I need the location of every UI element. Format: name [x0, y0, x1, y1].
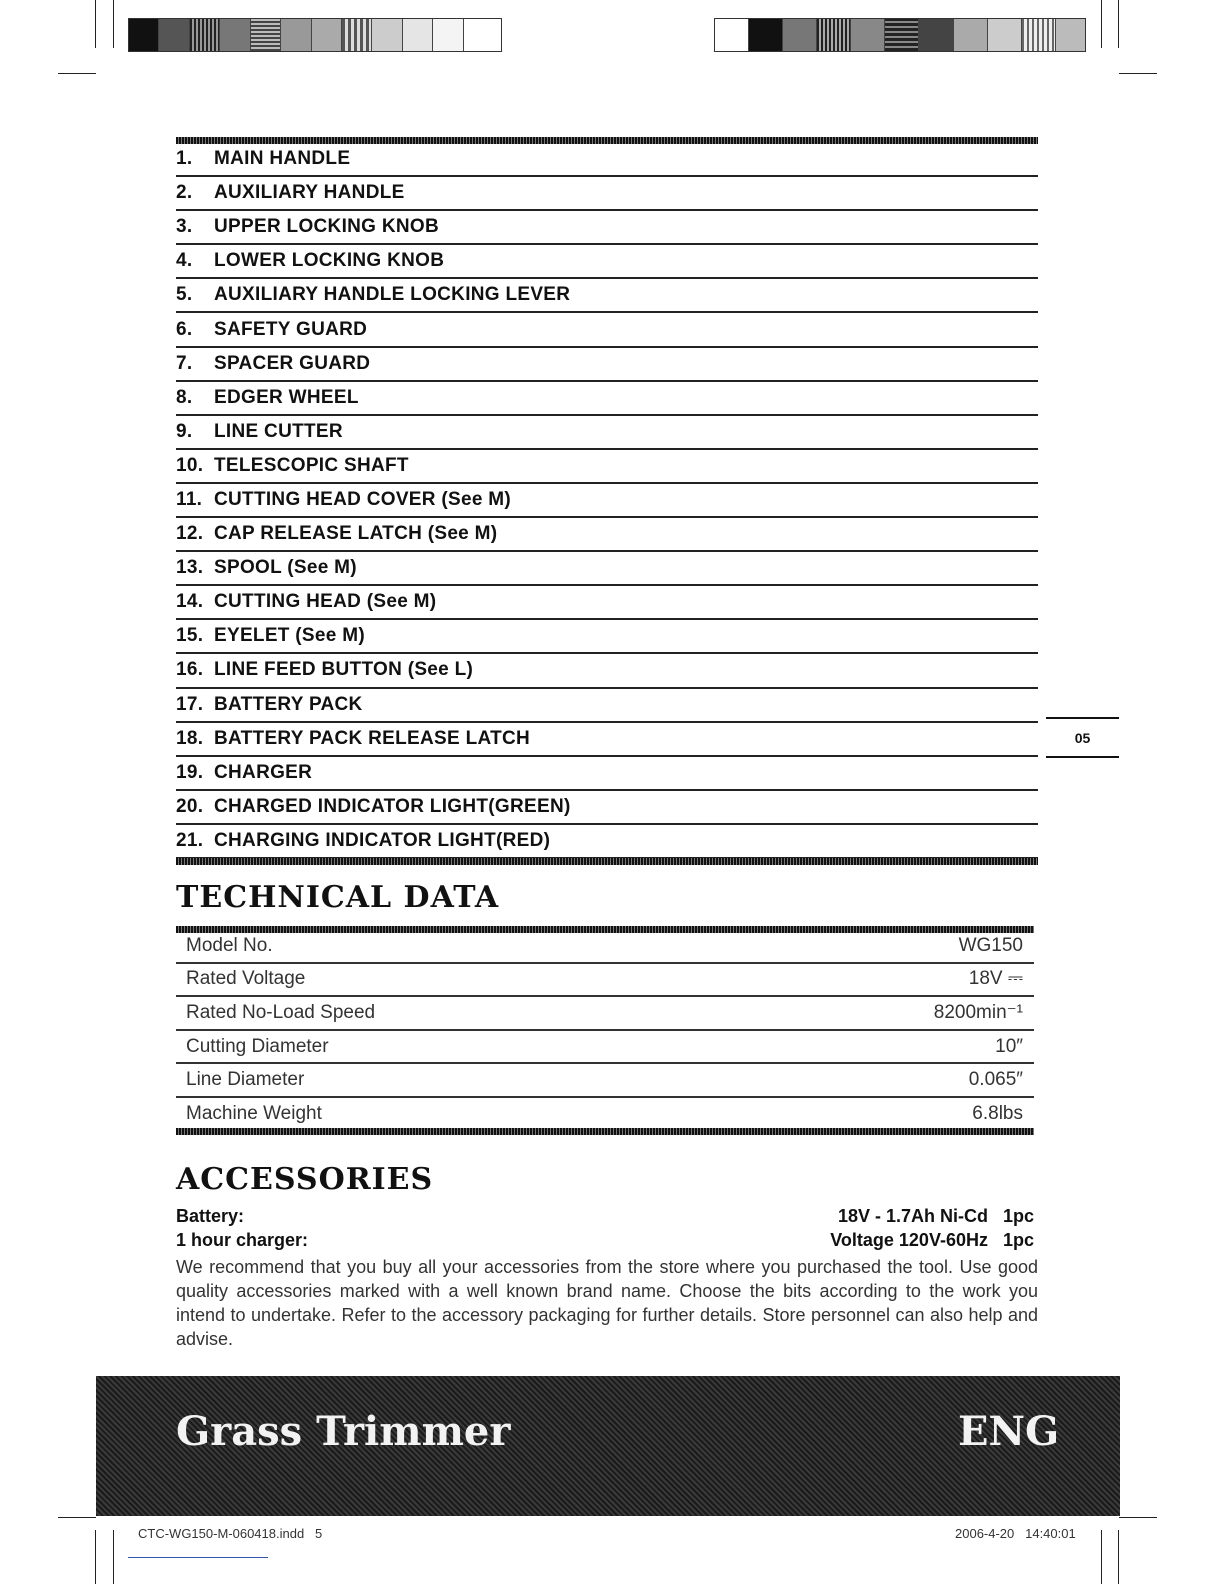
parts-list-item [176, 825, 1038, 859]
parts-list-item [176, 484, 1038, 518]
parts-list-item-number: 8. [176, 386, 193, 408]
parts-list-item [176, 382, 1038, 416]
parts-list-item-number: 21. [176, 829, 204, 851]
parts-list-item [176, 313, 1038, 347]
table-row [176, 1098, 1034, 1132]
spec-value: 18V ⎓ [968, 968, 1023, 990]
parts-list-item [176, 245, 1038, 279]
parts-list-item-number: 10. [176, 454, 204, 476]
parts-list-item-label: CHARGING INDICATOR LIGHT(RED) [214, 829, 551, 851]
parts-list-item [176, 791, 1038, 825]
crop-mark-bottom-left-h [58, 1517, 96, 1518]
crop-mark-bottom-right-v [1101, 1530, 1102, 1584]
accessories-title: ACCESSORIES [176, 1162, 434, 1197]
parts-list-item [176, 586, 1038, 620]
parts-list-item-number: 4. [176, 250, 193, 272]
parts-list-item [176, 279, 1038, 313]
accessory-charger-value: Voltage 120V-60Hz 1pc [830, 1230, 1034, 1250]
spec-value: 0.065″ [968, 1069, 1023, 1091]
file-name: CTC-WG150-M-060418.indd 5 [138, 1526, 323, 1541]
crop-mark-top-right-v2 [1118, 0, 1119, 48]
crop-mark-top-left-v2 [113, 0, 114, 48]
parts-list-item-label: UPPER LOCKING KNOB [214, 216, 439, 238]
crop-mark-top-left-v [95, 0, 96, 48]
parts-list-item-number: 1. [176, 148, 193, 170]
parts-list-item-label: AUXILIARY HANDLE [214, 182, 405, 204]
technical-data-table [176, 930, 1034, 1132]
crop-mark-bottom-right-v2 [1118, 1530, 1119, 1584]
spec-value: WG150 [958, 934, 1023, 956]
product-title: Grass Trimmer [176, 1408, 511, 1455]
parts-list-item-label: BATTERY PACK [214, 693, 363, 715]
calibration-bar-left [128, 18, 502, 52]
parts-list-item [176, 689, 1038, 723]
parts-list-item [176, 757, 1038, 791]
parts-list-item [176, 143, 1038, 177]
accessory-charger [176, 1230, 1034, 1251]
parts-list-item [176, 723, 1038, 757]
calibration-bar-right [714, 18, 1086, 52]
parts-list-item-label: SAFETY GUARD [214, 318, 368, 340]
accessory-battery [176, 1206, 1034, 1227]
table-row [176, 1031, 1034, 1065]
parts-list-item-number: 11. [176, 488, 203, 510]
parts-list-item-label: EDGER WHEEL [214, 386, 359, 408]
table-row [176, 930, 1034, 964]
parts-list-item-label: LINE CUTTER [214, 420, 343, 442]
parts-list-item-label: CHARGER [214, 761, 313, 783]
parts-list-item-number: 7. [176, 352, 193, 374]
parts-list-item-number: 15. [176, 625, 204, 647]
file-name-underline [128, 1557, 268, 1558]
parts-list-item-label: EYELET (See M) [214, 625, 365, 647]
parts-list-item-label: CHARGED INDICATOR LIGHT(GREEN) [214, 795, 571, 817]
parts-list-item-number: 18. [176, 727, 204, 749]
parts-list-item-number: 17. [176, 693, 204, 715]
spec-label: Cutting Diameter [186, 1035, 329, 1057]
spec-value: 8200min⁻¹ [933, 1002, 1023, 1024]
parts-list-item-number: 19. [176, 761, 204, 783]
parts-list-item [176, 518, 1038, 552]
table-row [176, 1064, 1034, 1098]
parts-list-item-number: 2. [176, 182, 193, 204]
parts-list-item-number: 3. [176, 216, 193, 238]
parts-list-item-number: 20. [176, 795, 204, 817]
spec-label: Rated Voltage [186, 968, 306, 990]
parts-list-item-label: LINE FEED BUTTON (See L) [214, 659, 474, 681]
parts-list-item [176, 620, 1038, 654]
crop-mark-top-right-h [1119, 73, 1157, 74]
crop-mark-bottom-right-h [1119, 1517, 1157, 1518]
accessory-battery-value: 18V - 1.7Ah Ni-Cd 1pc [837, 1206, 1034, 1226]
crop-mark-top-right-v [1101, 0, 1102, 48]
parts-list-item-number: 14. [176, 591, 204, 613]
accessories-paragraph: We recommend that you buy all your accessories from the store where you purchased the tool. Use good quality accessories marked with a well known brand name. Choose the bits according to the work you intend to undertake. Refer to the accessory packaging for further details. Store personnel can also help and advise. [176, 1257, 1038, 1349]
accessory-battery-label: Battery: [176, 1206, 245, 1226]
parts-list-item-number: 13. [176, 557, 204, 579]
parts-list-item-label: CAP RELEASE LATCH (See M) [214, 523, 498, 545]
print-timestamp: 2006-4-20 14:40:01 [955, 1526, 1076, 1541]
crop-mark-bottom-left-v [95, 1530, 96, 1584]
parts-list-item-label: MAIN HANDLE [214, 148, 351, 170]
parts-list-item-number: 16. [176, 659, 204, 681]
spec-label: Model No. [186, 934, 273, 956]
parts-list-item [176, 211, 1038, 245]
spec-label: Line Diameter [186, 1069, 305, 1091]
table-row [176, 964, 1034, 998]
page-number-tab [1046, 717, 1119, 758]
parts-list-item-label: CUTTING HEAD (See M) [214, 591, 437, 613]
parts-list-item-number: 6. [176, 318, 193, 340]
crop-mark-bottom-left-v2 [113, 1530, 114, 1584]
spec-value: 6.8lbs [972, 1102, 1023, 1124]
parts-list-item-number: 12. [176, 523, 204, 545]
parts-list-item-label: CUTTING HEAD COVER (See M) [214, 488, 512, 510]
page-number: 05 [1074, 729, 1091, 746]
parts-list-item-label: BATTERY PACK RELEASE LATCH [214, 727, 531, 749]
parts-list-item [176, 450, 1038, 484]
parts-list-item-number: 9. [176, 420, 193, 442]
parts-list-item-label: AUXILIARY HANDLE LOCKING LEVER [214, 284, 571, 306]
parts-list-item-label: LOWER LOCKING KNOB [214, 250, 445, 272]
technical-data-title: TECHNICAL DATA [176, 880, 500, 915]
parts-list-item [176, 654, 1038, 688]
crop-mark-top-left-h [58, 73, 96, 74]
parts-list-item [176, 416, 1038, 450]
parts-list-item-label: SPOOL (See M) [214, 557, 357, 579]
parts-list-item-label: SPACER GUARD [214, 352, 371, 374]
parts-list-item [176, 348, 1038, 382]
parts-list-item [176, 552, 1038, 586]
spec-label: Machine Weight [186, 1102, 322, 1124]
accessory-charger-label: 1 hour charger: [176, 1230, 309, 1250]
parts-list [176, 143, 1038, 859]
parts-list-item-label: TELESCOPIC SHAFT [214, 454, 409, 476]
language-code: ENG [958, 1408, 1060, 1455]
parts-list-bottom-rule [176, 858, 1038, 865]
parts-list-item-number: 5. [176, 284, 193, 306]
table-row [176, 997, 1034, 1031]
spec-value: 10″ [995, 1035, 1023, 1057]
parts-list-item [176, 177, 1038, 211]
spec-label: Rated No-Load Speed [186, 1001, 376, 1023]
tech-table-bottom-rule [176, 1128, 1034, 1135]
